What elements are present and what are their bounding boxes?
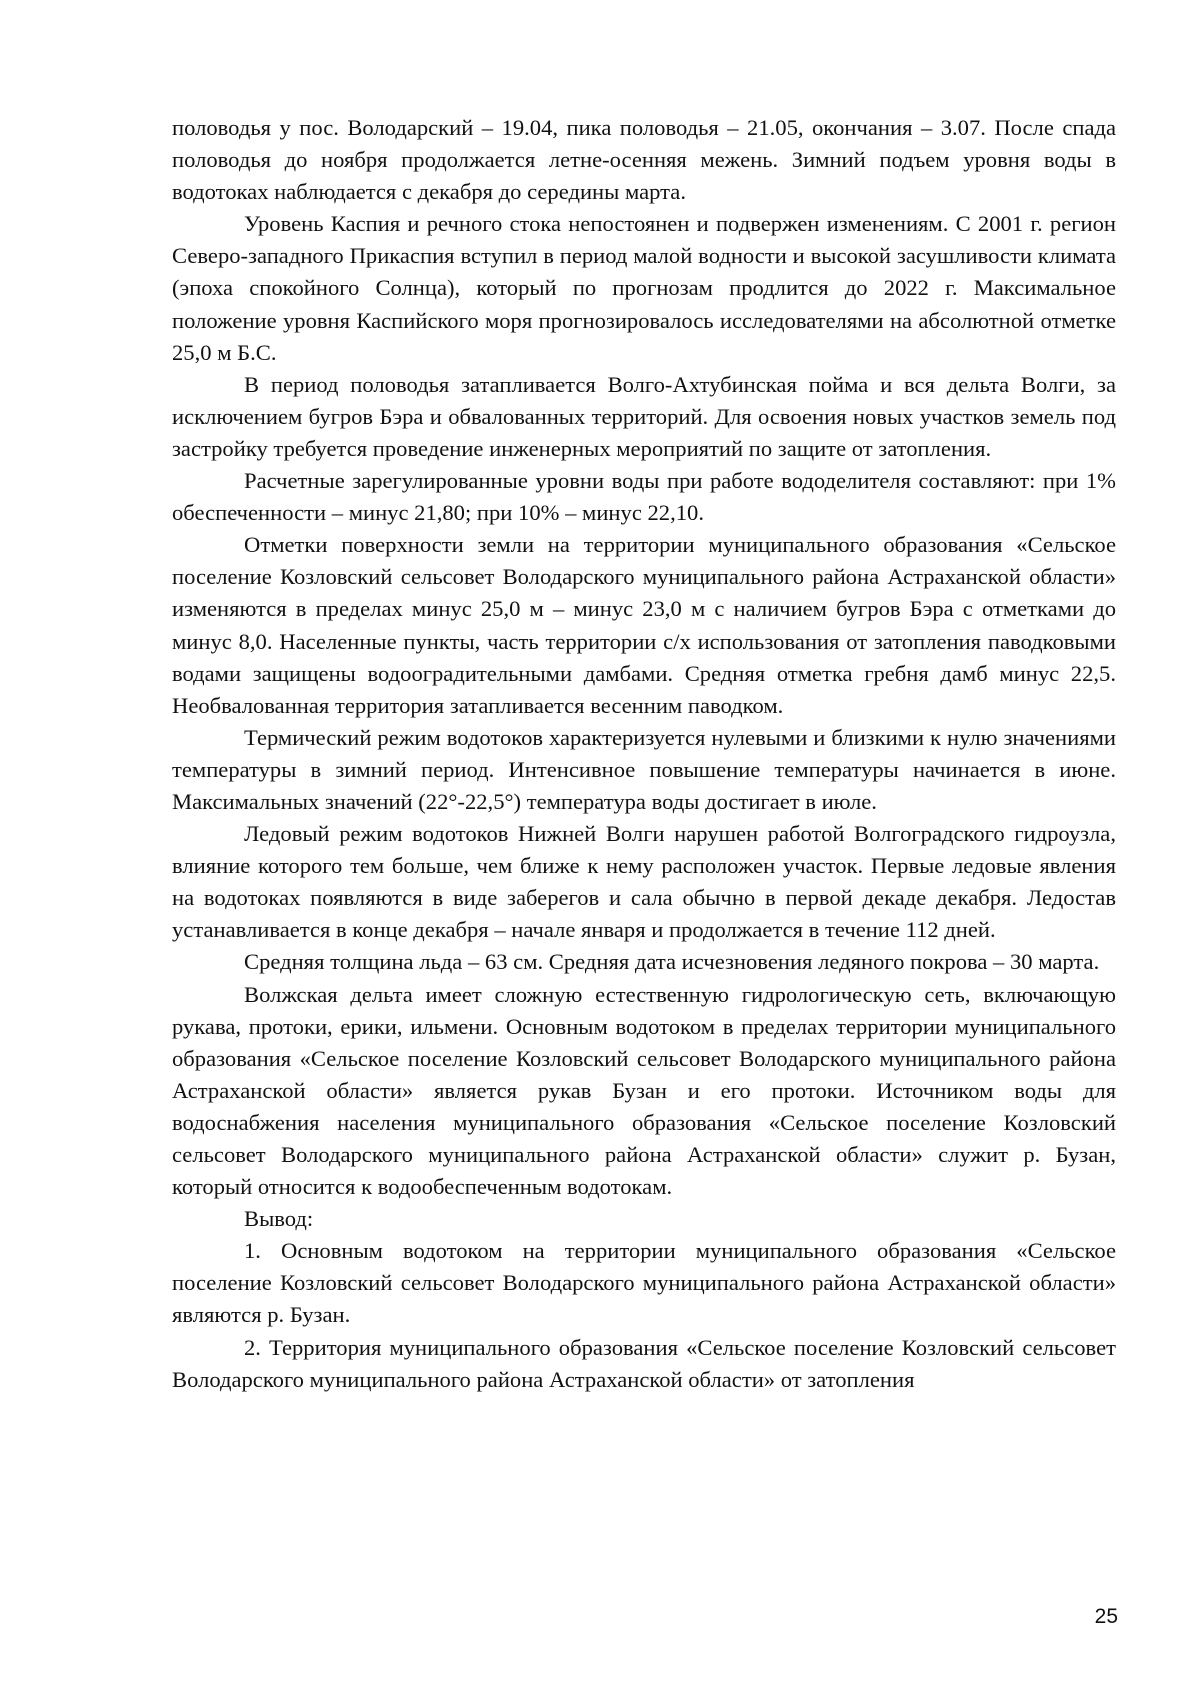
paragraph-water-levels: Расчетные зарегулированные уровни воды при работе вододелителя составляют: при 1% обеспеченности – минус 21,80; при 10% – минус 22,10. — [172, 468, 1116, 526]
paragraph-caspian-level: Уровень Каспия и речного стока непостоянен и подвержен изменениям. С 2001 г. регион Северо-западного Прикаспия вступил в период малой водности и высокой засушливости климата (эпоха спокойного Солнца), который по прогнозам продлится до 2022 г. Максимальное положение уровня Каспийского моря прогнозировалось исследователями на абсолютной отметке 25,0 м Б.С. — [172, 211, 1116, 365]
paragraph-delta-network: Волжская дельта имеет сложную естественную гидрологическую сеть, включающую рукава, протоки, ерики, ильмени. Основным водотоком в пределах территории муниципального образования «Сельское поселение Козловский сельсовет Володарского муниципального района Астраханской области» является рукав Бузан и его протоки. Источником воды для водоснабжения населения муниципального образования «Сельское поселение Козловский сельсовет Володарского муниципального района Астраханской области» служит р. Бузан, который относится к водообеспеченным водотокам. — [172, 981, 1116, 1200]
paragraph-conclusion-2: 2. Территория муниципального образования «Сельское поселение Козловский сельсовет Володарского муниципального района Астраханской области» от затопления — [172, 1334, 1116, 1392]
page-number: 25 — [1094, 1605, 1118, 1628]
paragraph-ice-thickness: Средняя толщина льда – 63 см. Средняя дата исчезновения ледяного покрова – 30 марта. — [244, 949, 1100, 975]
paragraph-floodplain: В период половодья затапливается Волго-Ахтубинская пойма и вся дельта Волги, за исключением бугров Бэра и обвалованных территорий. Для освоения новых участков земель под застройку требуется проведение инженерных мероприятий по защите от затопления. — [172, 371, 1116, 461]
paragraph-conclusion-heading: Вывод: — [244, 1206, 314, 1232]
paragraph-ground-marks: Отметки поверхности земли на территории муниципального образования «Сельское поселение Козловский сельсовет Володарского муниципального района Астраханской области» изменяются в пределах минус 25,0 м – минус 23,0 м с наличием бугров Бэра с отметками до минус 8,0. Населенные пункты, часть территории с/х использования от затопления паводковыми водами защищены водооградительными дамбами. Средняя отметка гребня дамб минус 22,5. Необвалованная территория затапливается весенним паводком. — [172, 532, 1116, 718]
paragraph-conclusion-1: 1. Основным водотоком на территории муниципального образования «Сельское поселение Козловский сельсовет Володарского муниципального района Астраханской области» являются р. Бузан. — [172, 1238, 1116, 1328]
paragraph-ice-regime: Ледовый режим водотоков Нижней Волги нарушен работой Волгоградского гидроузла, влияние которого тем больше, чем ближе к нему расположен участок. Первые ледовые явления на водотоках появляются в виде заберегов и сала обычно в первой декаде декабря. Ледостав устанавливается в конце декабря – начале января и продолжается в течение 112 дней. — [172, 821, 1116, 943]
paragraph-flood-dates: половодья у пос. Володарский – 19.04, пика половодья – 21.05, окончания – 3.07. После спада половодья до ноября продолжается летне-осенняя межень. Зимний подъем уровня воды в водотоках наблюдается с декабря до середины марта. — [172, 115, 1116, 205]
document-page — [172, 112, 1116, 1396]
paragraph-thermal-regime: Термический режим водотоков характеризуется нулевыми и близкими к нулю значениями температуры в зимний период. Интенсивное повышение температуры начинается в июне. Максимальных значений (22°-22,5°) температура воды достигает в июле. — [172, 724, 1116, 814]
